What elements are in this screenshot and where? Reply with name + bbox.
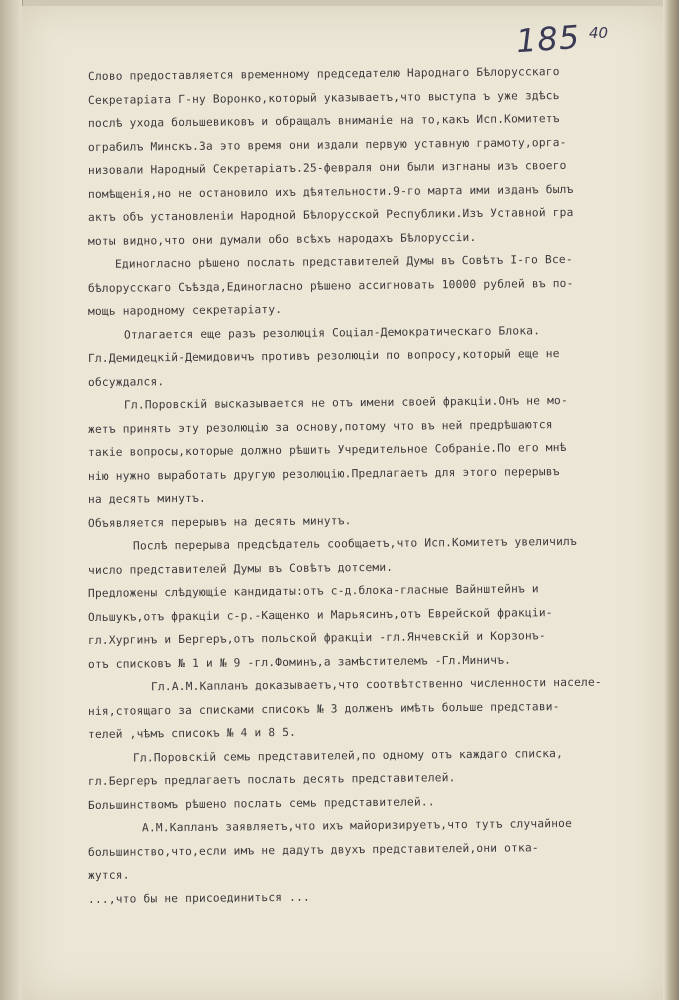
text-line: Объявляется перерывъ на десять минутъ. <box>87 513 352 530</box>
text-line: бѣлорусскаго Съѣзда,Единогласно рѣшено ассигновать 10000 рублей въ по- <box>87 276 574 295</box>
text-line: Гл.Демидецкій-Демидовичъ противъ резолюціи по вопросу,который еще не <box>87 347 560 365</box>
text-line: Предложены слѣдующіе кандидаты:отъ с-д.блока-гласные Вайнштейнъ и <box>87 582 539 600</box>
text-line: Секретаріата Г-ну Воронко,который указываетъ,что выступа ъ уже здѣсь <box>87 88 560 107</box>
text-line: помѣщенія,но не остановило ихъ дѣятельности.9-го марта ими изданъ былъ <box>87 182 574 201</box>
text-line: Гл.Поровскій высказывается не отъ имени своей фракціи.Онъ не мо- <box>123 393 568 412</box>
text-line: ограбилъ Минскъ.За это время они издали первую уставную грамоту,орга- <box>87 135 567 154</box>
text-line: мощь народному секретаріату. <box>87 302 283 318</box>
text-line: моты видно,что они думали обо всѣхъ народахъ Бѣлоруссіи. <box>87 230 477 248</box>
text-line: нія,стоящаго за списками списокъ № 3 долженъ имѣть больше представи- <box>87 699 560 718</box>
text-line: телей ,чѣмъ списокъ № 4 и 8 5. <box>87 725 297 741</box>
text-line: Послѣ перерыва предсѣдатель сообщаетъ,что Исп.Комитетъ увеличилъ <box>132 534 577 553</box>
text-line: нію нужно выработать другую резолюцію.Предлагаетъ для этого перерывъ <box>87 464 560 483</box>
text-line: жутся. <box>87 868 130 882</box>
text-line: такіе вопросы,которые должно рѣшить Учредительное Собраніе.По его мнѣ <box>87 440 567 459</box>
typed-text-body <box>88 62 658 908</box>
text-line: жетъ принять эту резолюцію за основу,потому что въ ней предрѣшаются <box>87 417 553 436</box>
text-line: отъ списковъ № 1 и № 9 -гл.Фоминъ,а замѣстителемъ -Гл.Миничъ. <box>87 653 512 671</box>
text-line: Гл.Поровскій семь представителей,по одному отъ каждаго списка, <box>132 746 564 765</box>
text-line: число представителей Думы въ Совѣтъ дотсеми. <box>87 560 394 577</box>
folio-number: 185 <box>514 17 582 61</box>
text-line: гл.Бергеръ предлагаетъ послать десять представителей. <box>87 771 456 788</box>
text-line: Единогласно рѣшено послать представителей Думы въ Совѣтъ I-го Все- <box>114 252 573 271</box>
text-line: А.М.Капланъ заявляетъ,что ихъ майоризируетъ,что тутъ случайное <box>141 816 573 835</box>
page-edge <box>663 0 679 1000</box>
text-line: большинство,что,если имъ не дадутъ двухъ представителей,они отка- <box>87 840 539 859</box>
text-line: Гл.А.М.Капланъ доказываетъ,что соотвѣтственно численности населе- <box>150 675 602 694</box>
folio-secondary-number: 40 <box>589 24 609 42</box>
text-line: ...,что бы не присоединиться ... <box>87 890 311 906</box>
text-line: низовали Народный Секретаріатъ.25-февраля они были изгнаны изъ своего <box>87 158 567 177</box>
text-line: на десять минутъ. <box>87 491 206 506</box>
text-line: Ольшукъ,отъ фракціи с-р.-Кащенко и Марьясинъ,отъ Еврейской фракціи- <box>87 605 553 624</box>
text-line: Отлагается еще разъ резолюція Соціал-Демократическаго Блока. <box>123 323 541 342</box>
binding-edge <box>0 0 23 1000</box>
text-line: гл.Хургинъ и Бергеръ,отъ польской фракціи -гл.Янчевскій и Корзонъ- <box>87 629 546 647</box>
text-line: обсуждался. <box>87 374 165 389</box>
text-line: актъ объ установленіи Народной Бѣлорусской Республики.Изъ Уставной гра <box>87 205 574 224</box>
text-line: послѣ ухода большевиковъ и обращалъ вниманіе на то,какъ Исп.Комитетъ <box>87 112 560 130</box>
text-line: Большинствомъ рѣшено послать семь представителей.. <box>87 794 435 812</box>
text-line: Слово предоставляется временному председателю Народнаго Бѣлорусскаго <box>87 65 560 83</box>
